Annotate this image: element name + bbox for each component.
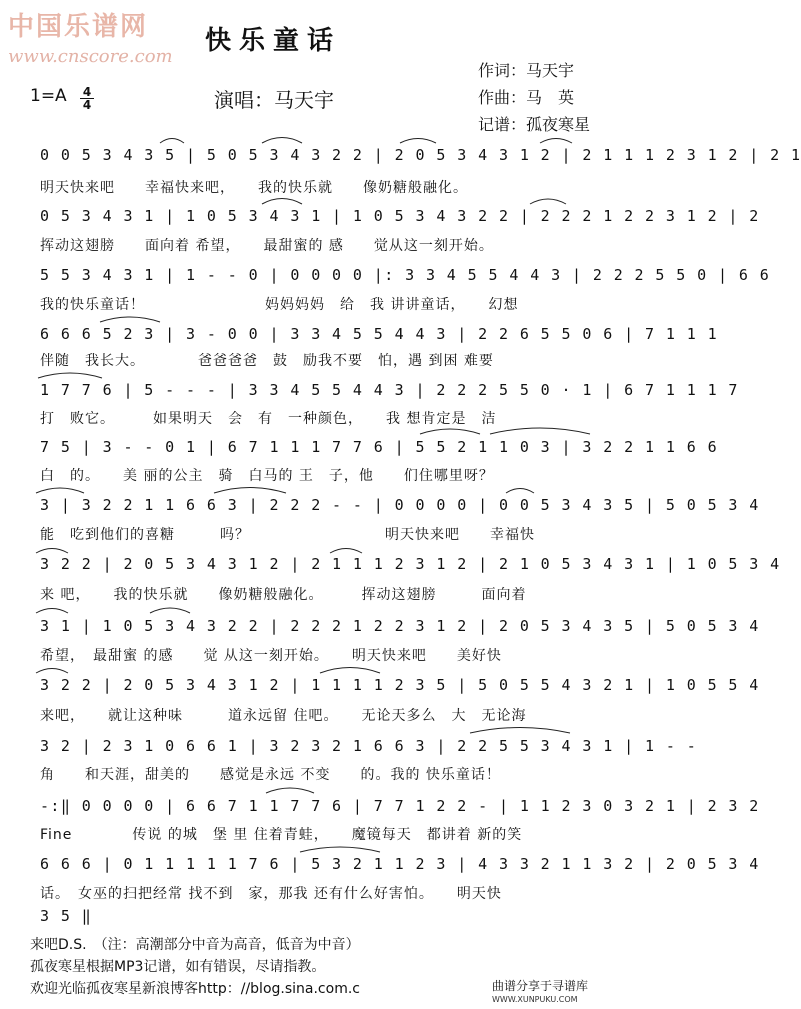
lyrics-line-3: 我的快乐童话！ 妈妈妈妈 给 我 讲讲童话， 幻想: [40, 297, 519, 313]
time-signature-top: 4: [82, 85, 92, 99]
footer-note-transcriber: 孤夜寒星根据MP3记谱，如有错误，尽请指教。: [30, 959, 326, 975]
notes-line-7: 3 | 3 2 2 1 1 6 6 3 | 2 2 2 - - | 0 0 0 0 | 0 0 5 3 4 3 5 | 5 0 5 3 4: [40, 496, 760, 514]
song-title: 快乐童话: [205, 26, 342, 56]
notes-line-4: 6 6 6 5 2 3 | 3 - 0 0 | 3 3 4 5 5 4 4 3 | 2 2 6 5 5 0 6 | 7 1 1 1: [40, 325, 718, 343]
site-logo-url: www.cnscore.com: [8, 46, 173, 67]
lyrics-line-7: 能 吃到他们的喜糖 吗？ 明天快来吧 幸福快: [40, 527, 535, 543]
lyrics-line-10: 来吧， 就让这种味 道永远留 住吧。 无论天多么 大 无论海: [40, 708, 527, 724]
lyrics-line-8: 来 吧， 我的快乐就 像奶糖般融化。 挥动这翅膀 面向着: [40, 587, 527, 603]
notes-line-13: 6 6 6 | 0 1 1 1 1 1 7 6 | 5 3 2 1 1 2 3 | 4 3 3 2 1 1 3 2 | 2 0 5 3 4: [40, 855, 760, 873]
notes-line-10: 3 2 2 | 2 0 5 3 4 3 1 2 | 1 1 1 1 2 3 5 | 5 0 5 5 4 3 2 1 | 1 0 5 5 4: [40, 676, 760, 694]
lyrics-line-1: 明天快来吧 幸福快来吧， 我的快乐就 像奶糖般融化。: [40, 180, 468, 196]
time-signature-bottom: 4: [80, 98, 94, 111]
lyricist-credit: 作词：马天宇: [478, 61, 575, 80]
lyrics-line-12: Fine 传说 的城 堡 里 住着青蛙， 魔镜每天 都讲着 新的笑: [40, 827, 523, 843]
lyrics-line-6: 白 的。 美 丽的公主 骑 白马的 王 子，他 们住哪里呀？: [40, 468, 494, 484]
lyrics-line-13: 话。 女巫的扫把经常 找不到 家，那我 还有什么好害怕。 明天快: [40, 886, 502, 902]
site-logo-text: 中国乐谱网: [8, 12, 149, 42]
notes-line-2: 0 5 3 4 3 1 | 1 0 5 3 4 3 1 | 1 0 5 3 4 3 2 2 | 2 2 2 1 2 2 3 1 2 | 2: [40, 207, 760, 225]
share-watermark-url: WWW.XUNPUKU.COM: [492, 995, 578, 1004]
notes-line-5: 1 7 7 6 | 5 - - - | 3 3 4 5 5 4 4 3 | 2 2 2 5 5 0 · 1 | 6 7 1 1 1 7: [40, 381, 739, 399]
lyrics-line-5: 打 败它。 如果明天 会 有 一种颜色， 我 想肯定是 洁: [40, 411, 497, 427]
lyrics-line-11: 角 和天涯，甜美的 感觉是永远 不变 的。我的 快乐童话！: [40, 767, 501, 783]
lyrics-line-4: 伴随 我长大。 爸爸爸爸 鼓 励我不要 怕，遇 到困 难要: [40, 353, 494, 369]
notes-line-3: 5 5 3 4 3 1 | 1 - - 0 | 0 0 0 0 |: 3 3 4 5 5 4 4 3 | 2 2 2 5 5 0 | 6 6: [40, 266, 771, 284]
notes-line-11: 3 2 | 2 3 1 0 6 6 1 | 3 2 3 2 1 6 6 3 | 2 2 5 5 3 4 3 1 | 1 - -: [40, 737, 698, 755]
transcriber-credit: 记谱：孤夜寒星: [478, 115, 591, 134]
share-watermark-label: 曲谱分享于寻谱库: [492, 979, 589, 993]
notes-line-1: 0 0 5 3 4 3 5 | 5 0 5 3 4 3 2 2 | 2 0 5 3 4 3 1 2 | 2 1 1 1 2 3 1 2 | 2 1: [40, 146, 801, 164]
notes-line-12: -:‖ 0 0 0 0 | 6 6 7 1 1 7 7 6 | 7 7 1 2 2 - | 1 1 2 3 0 3 2 1 | 2 3 2: [40, 797, 760, 815]
composer-credit: 作曲：马 英: [478, 88, 575, 107]
footer-note-ds: 来吧D.S. （注：高潮部分中音为高音，低音为中音）: [30, 937, 360, 953]
footer-note-blog: 欢迎光临孤夜寒星新浪博客http：//blog.sina.com.c: [30, 981, 360, 997]
notes-line-9: 3 1 | 1 0 5 3 4 3 2 2 | 2 2 2 1 2 2 3 1 2 | 2 0 5 3 4 3 5 | 5 0 5 3 4: [40, 617, 760, 635]
key-signature: 1=A: [30, 86, 67, 106]
lyrics-line-2: 挥动这翅膀 面向着 希望， 最甜蜜的 感 觉从这一刻开始。: [40, 238, 494, 254]
lyrics-line-9: 希望， 最甜蜜 的感 觉 从这一刻开始。 明天快来吧 美好快: [40, 648, 502, 664]
singer-credit: 演唱：马天宇: [214, 88, 334, 112]
notes-line-8: 3 2 2 | 2 0 5 3 4 3 1 2 | 2 1 1 1 2 3 1 2 | 2 1 0 5 3 4 3 1 | 1 0 5 3 4: [40, 555, 781, 573]
notes-line-6: 7 5 | 3 - - 0 1 | 6 7 1 1 1 7 7 6 | 5 5 2 1 1 0 3 | 3 2 2 1 1 6 6: [40, 438, 718, 456]
notes-line-14: 3 5 ‖: [40, 907, 93, 925]
